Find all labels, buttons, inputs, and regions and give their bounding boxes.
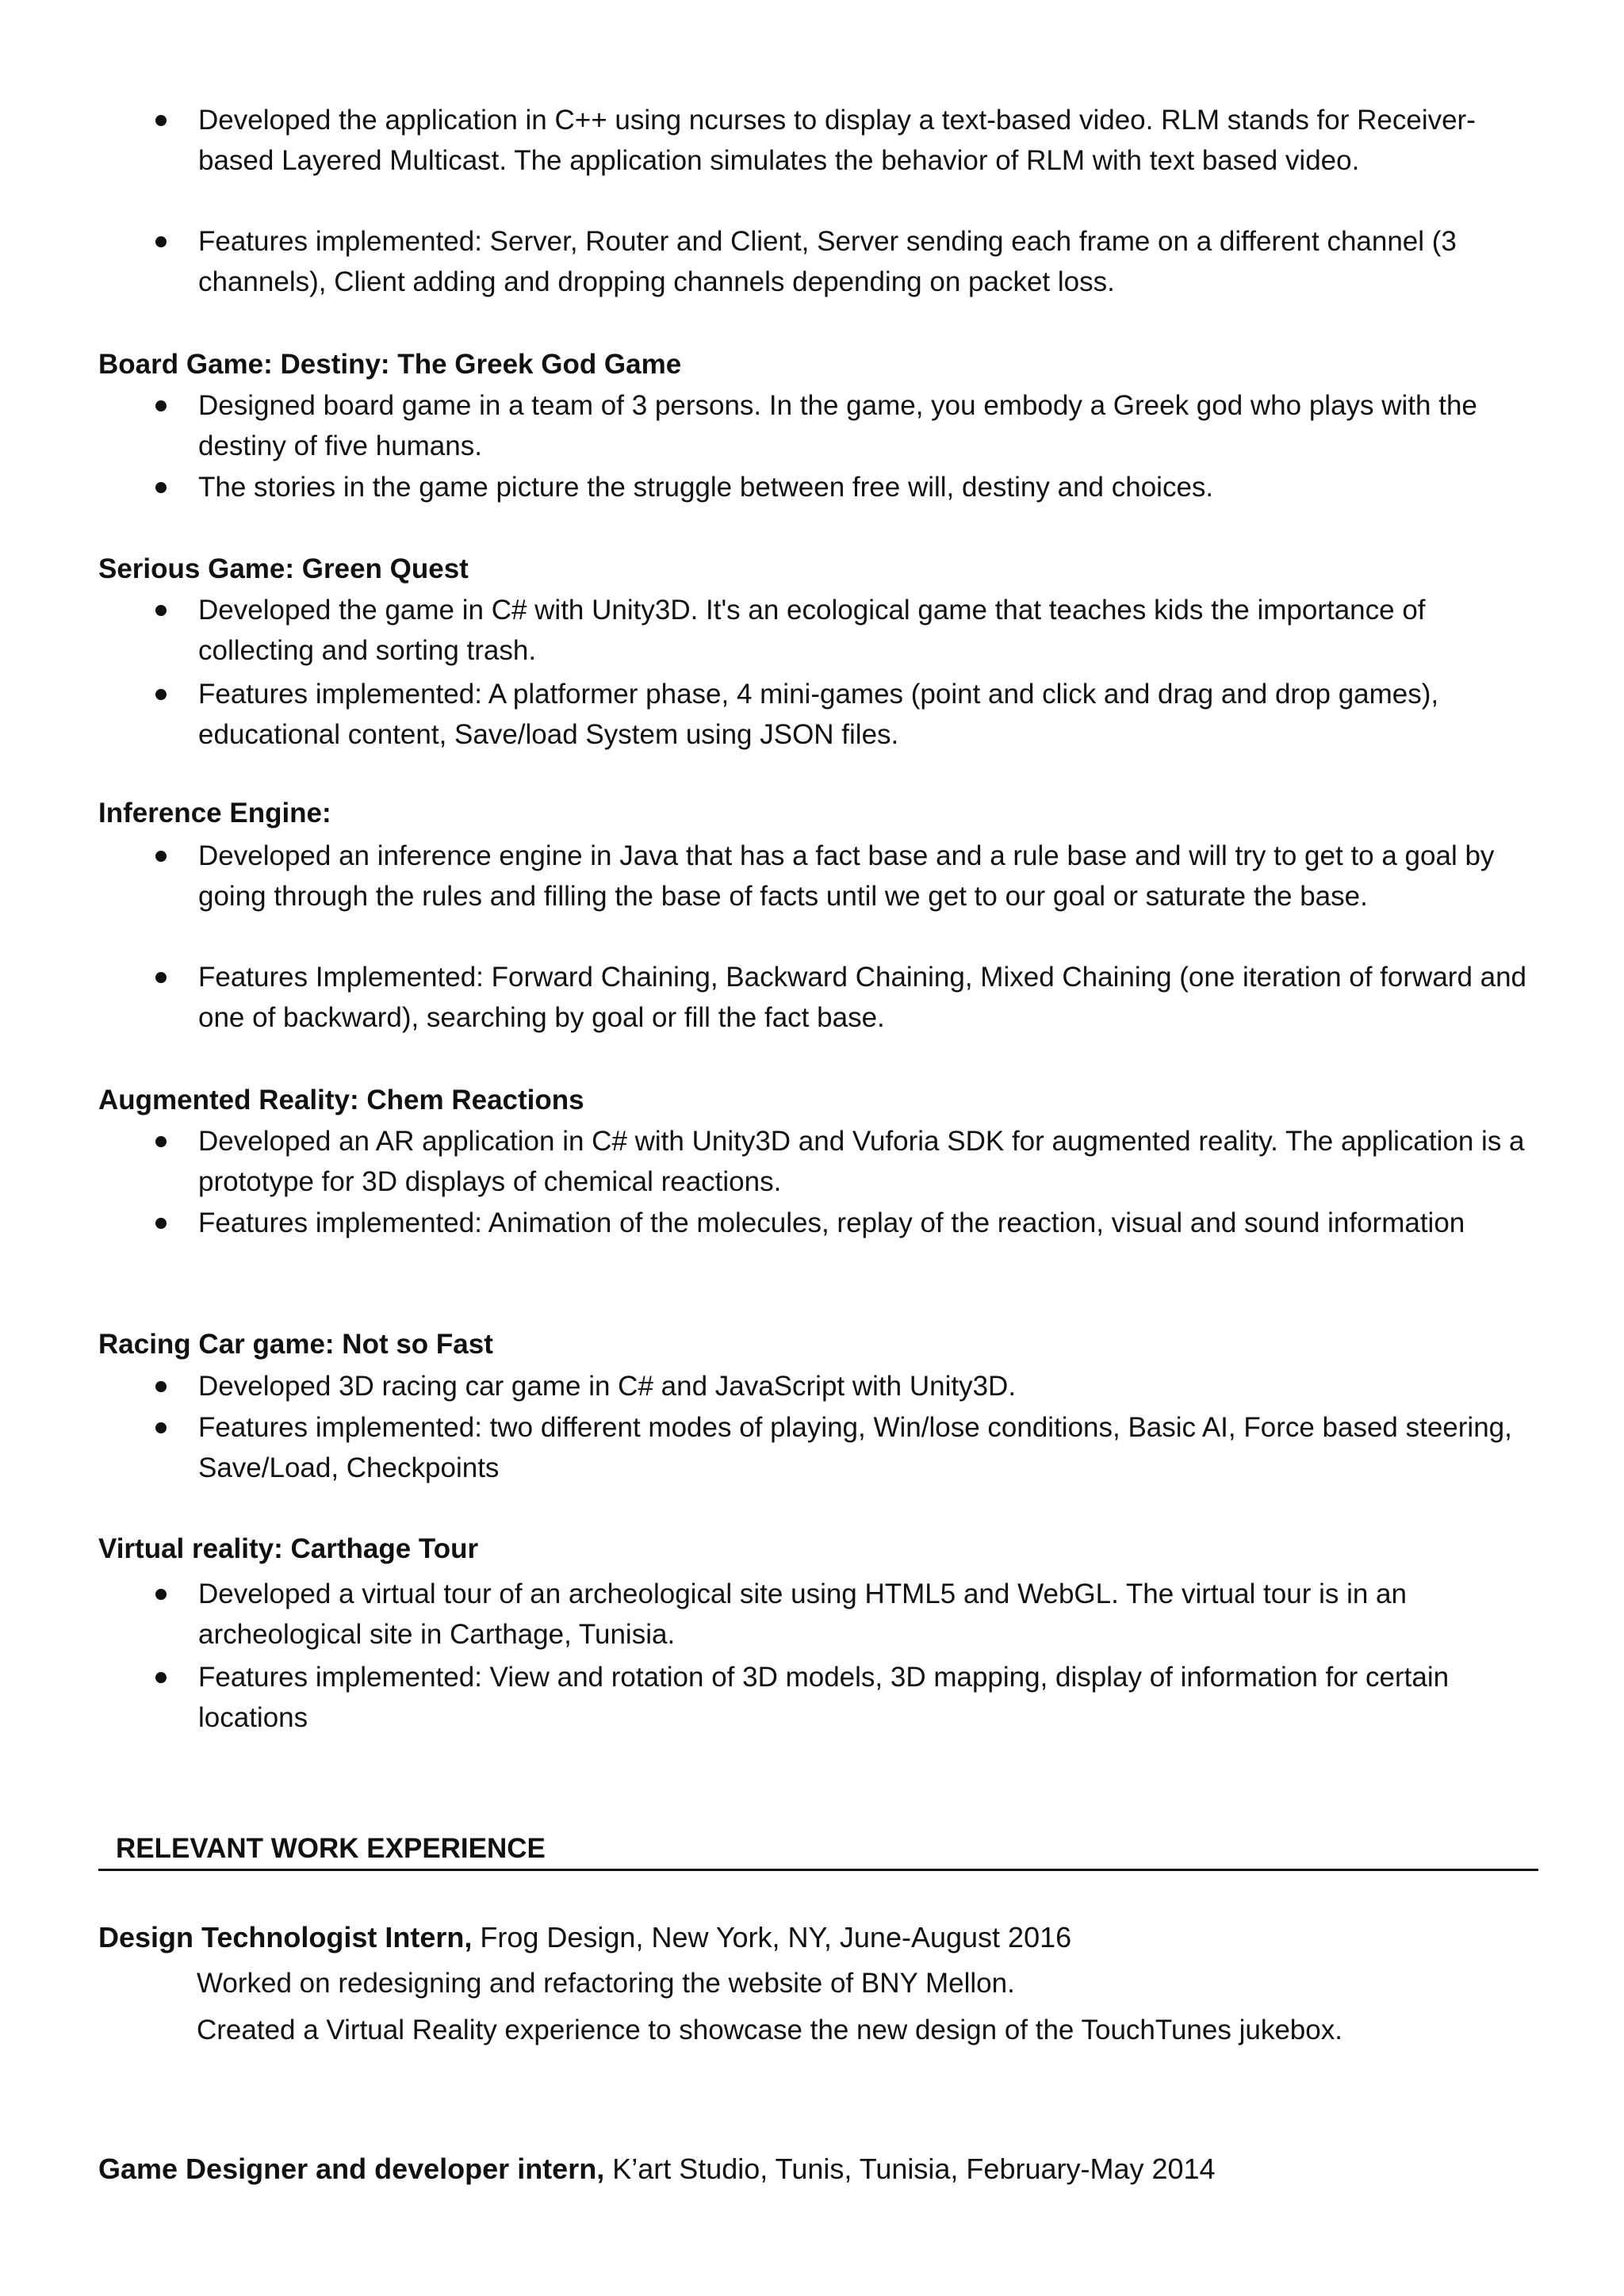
project-title: Board Game: Destiny: The Greek God Game bbox=[98, 349, 682, 380]
bullet-icon bbox=[155, 972, 167, 983]
job-role: Design Technologist Intern, bbox=[98, 1921, 473, 1954]
job-role: Game Designer and developer intern, bbox=[98, 2152, 605, 2185]
job-details: Frog Design, New York, NY, June-August 2016 bbox=[472, 1921, 1072, 1954]
project-bullet-text: Designed board game in a team of 3 persons. In the game, you embody a Greek god who plays with the destiny of five humans. bbox=[198, 390, 1477, 461]
project-bullet-text: Features Implemented: Forward Chaining, Backward Chaining, Mixed Chaining (one iteration of forward and one of backward), searching by goal or fill the fact base. bbox=[198, 962, 1527, 1033]
job-details: K’art Studio, Tunis, Tunisia, February-May 2014 bbox=[604, 2152, 1216, 2185]
bullet-icon bbox=[155, 605, 167, 616]
section-title: RELEVANT WORK EXPERIENCE bbox=[116, 1833, 546, 1864]
project-bullet-text: Features implemented: View and rotation of 3D models, 3D mapping, display of information for certain locations bbox=[198, 1662, 1450, 1733]
bullet-icon bbox=[155, 1218, 167, 1229]
project-bullet-text: Features implemented: two different modes of playing, Win/lose conditions, Basic AI, Force based steering, Save/Load, Checkpoints bbox=[198, 1412, 1512, 1483]
bullet-icon bbox=[155, 1672, 167, 1683]
project-bullet-text: Developed an AR application in C# with Unity3D and Vuforia SDK for augmented reality. The application is a prototype for 3D displays of chemical reactions. bbox=[198, 1126, 1525, 1197]
bullet-icon bbox=[155, 115, 167, 126]
job-detail-line: Worked on redesigning and refactoring the website of BNY Mellon. bbox=[197, 1968, 1015, 1999]
bullet-icon bbox=[155, 482, 167, 493]
project-title: Racing Car game: Not so Fast bbox=[98, 1329, 493, 1360]
project-bullet-text: Features implemented: Animation of the molecules, replay of the reaction, visual and sound information bbox=[198, 1207, 1465, 1238]
project-title: Virtual reality: Carthage Tour bbox=[98, 1533, 479, 1564]
job-detail-line: Created a Virtual Reality experience to showcase the new design of the TouchTunes jukebox. bbox=[197, 2015, 1342, 2045]
section-divider bbox=[98, 1869, 1538, 1871]
project-bullet-text: Developed the application in C++ using ncurses to display a text-based video. RLM stands for Receiver-based Layered Multicast. The application simulates the behavior of RLM with text based video. bbox=[198, 105, 1476, 176]
bullet-icon bbox=[155, 236, 167, 247]
project-title: Augmented Reality: Chem Reactions bbox=[98, 1085, 584, 1115]
job-entry bbox=[98, 1917, 1071, 1958]
project-bullet-text: Features implemented: A platformer phase, 4 mini-games (point and click and drag and drop games), educational content, Save/load System using JSON files. bbox=[198, 679, 1439, 750]
project-bullet-text: The stories in the game picture the struggle between free will, destiny and choices. bbox=[198, 472, 1214, 503]
project-title: Inference Engine: bbox=[98, 798, 331, 828]
project-bullet-text: Developed 3D racing car game in C# and JavaScript with Unity3D. bbox=[198, 1371, 1017, 1402]
bullet-icon bbox=[155, 851, 167, 862]
bullet-icon bbox=[155, 1589, 167, 1600]
bullet-icon bbox=[155, 1422, 167, 1433]
project-bullet-text: Features implemented: Server, Router and Client, Server sending each frame on a different channel (3 channels), Client adding and dropping channels depending on packet loss. bbox=[198, 226, 1457, 297]
job-entry bbox=[98, 2149, 1216, 2190]
bullet-icon bbox=[155, 1136, 167, 1147]
project-bullet-text: Developed a virtual tour of an archeological site using HTML5 and WebGL. The virtual tour is in an archeological site in Carthage, Tunisia. bbox=[198, 1578, 1407, 1650]
bullet-icon bbox=[155, 689, 167, 700]
bullet-icon bbox=[155, 400, 167, 411]
bullet-icon bbox=[155, 1381, 167, 1392]
project-bullet-text: Developed the game in C# with Unity3D. It's an ecological game that teaches kids the importance of collecting and sorting trash. bbox=[198, 595, 1426, 666]
project-title: Serious Game: Green Quest bbox=[98, 553, 469, 584]
project-bullet-text: Developed an inference engine in Java that has a fact base and a rule base and will try to get to a goal by going through the rules and filling the base of facts until we get to our goal or saturate the base. bbox=[198, 840, 1495, 912]
